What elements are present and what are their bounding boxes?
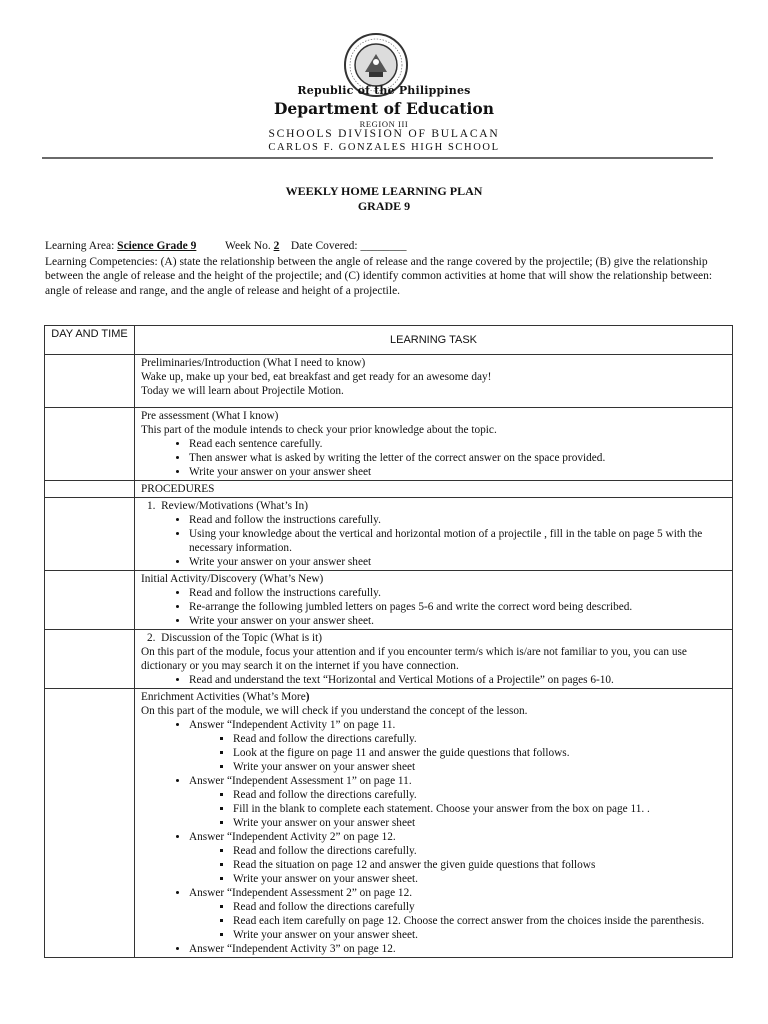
table-row [45, 481, 733, 498]
task-text: This part of the module intends to check your prior knowledge about the topic. [141, 424, 497, 436]
sub-list-item: ▪ Fill in the blank to complete each statement. Choose your answer from the box on page 11. . [233, 802, 726, 816]
sub-list-item: ▪ Read and follow the directions carefully. [233, 732, 726, 746]
sub-list-item: ▪ Look at the figure on page 11 and answer the guide questions that follows. [233, 746, 726, 760]
letterhead [0, 0, 768, 170]
sub-list-item: ▪ Write your answer on your answer sheet [233, 760, 726, 774]
sub-list-item: ▪ Write your answer on your answer sheet. [233, 928, 726, 942]
list-item: • Then answer what is asked by writing the letter of the correct answer on the space provided. [189, 451, 726, 465]
procedures-heading: PROCEDURES [135, 481, 733, 498]
task-text: On this part of the module, we will check if you understand the concept of the lesson. [141, 705, 528, 717]
week-value: 2 [273, 240, 280, 252]
task-cell-introduction [135, 355, 733, 408]
date-value: ________ [360, 240, 407, 252]
list-item: • Write your answer on your answer sheet [189, 465, 726, 479]
plan-meta [45, 240, 407, 252]
day-cell [45, 408, 135, 481]
department-name: Department of Education [273, 99, 495, 118]
task-label: Answer “Independent Assessment 1” on page 11. [189, 775, 412, 787]
section-title: Initial Activity/Discovery (What’s New) [141, 573, 324, 585]
day-cell [45, 689, 135, 958]
section-title: Preliminaries/Introduction (What I need to know) [141, 357, 366, 369]
table-row [45, 408, 733, 481]
list-item [189, 886, 726, 942]
sub-list-item: ▪ Read each item carefully on page 12. Choose the correct answer from the choices inside the parenthesis. [233, 914, 726, 928]
section-title: Pre assessment (What I know) [141, 410, 279, 422]
list-item: • Read and understand the text “Horizontal and Vertical Motions of a Projectile” on pages 6-10. [189, 673, 726, 687]
table-row [45, 571, 733, 630]
learning-plan-table [44, 325, 733, 958]
table-header-row [45, 326, 733, 355]
section-title [141, 499, 726, 513]
table-row [45, 630, 733, 689]
table-row [45, 498, 733, 571]
task-label: Answer “Independent Activity 3” on page 12. [189, 943, 396, 955]
list-item: • Using your knowledge about the vertical and horizontal motion of a projectile , fill in the table on page 5 with the necessary information. [189, 527, 726, 555]
task-cell-pre-assessment [135, 408, 733, 481]
date-label: Date Covered: [290, 240, 358, 252]
learning-task-header: LEARNING TASK [135, 326, 733, 355]
document-title: WEEKLY HOME LEARNING PLAN [285, 184, 483, 198]
learning-area-value: Science Grade 9 [117, 240, 197, 252]
document-subtitle: GRADE 9 [357, 199, 411, 213]
day-cell [45, 355, 135, 408]
day-cell [45, 630, 135, 689]
list-item: • Write your answer on your answer sheet [189, 555, 726, 569]
section-number: 2. [147, 632, 156, 644]
learning-area-label: Learning Area: [45, 240, 115, 252]
week-label: Week No. [225, 240, 271, 252]
section-title-text: Discussion of the Topic (What is it) [161, 632, 323, 644]
sub-list-item: ▪ Read and follow the directions carefully. [233, 788, 726, 802]
section-title-text: Review/Motivations (What’s In) [161, 500, 308, 512]
sub-list-item: ▪ Write your answer on your answer sheet. [233, 872, 726, 886]
task-text: On this part of the module, focus your attention and if you encounter term/s which is/are not familiar to you, you can use dictionary or you may search it on the internet if you have connection. [141, 646, 687, 672]
sub-list-item: ▪ Read and follow the directions carefully. [233, 844, 726, 858]
task-cell-review [135, 498, 733, 571]
task-text: Today we will learn about Projectile Motion. [141, 385, 344, 397]
learning-competencies: Learning Competencies: (A) state the relationship between the angle of release and the range covered by the projectile; (B) give the relationship between the angle of release and the height of the projectile; and (C) identify common activities at home that will show the relationship between: angle of release and range, and the angle of release and height of a projectile. [45, 256, 713, 297]
day-time-header: DAY AND TIME [45, 326, 135, 355]
list-item [189, 774, 726, 830]
list-item [189, 942, 726, 956]
list-item: • Write your answer on your answer sheet. [189, 614, 726, 628]
day-cell [45, 498, 135, 571]
region-line: REGION III [359, 119, 409, 129]
school-name: CARLOS F. GONZALES HIGH SCHOOL [268, 142, 500, 153]
section-number: 1. [147, 500, 156, 512]
list-item: • Re-arrange the following jumbled letters on pages 5-6 and write the correct word being described. [189, 600, 726, 614]
task-label: Answer “Independent Assessment 2” on page 12. [189, 887, 413, 899]
task-label: Answer “Independent Activity 1” on page 11. [189, 719, 396, 731]
section-title [141, 631, 726, 645]
list-item [189, 718, 726, 774]
sub-list-item: ▪ Read the situation on page 12 and answer the given guide questions that follows [233, 858, 726, 872]
table-row [45, 355, 733, 408]
table-row [45, 689, 733, 958]
section-title [141, 690, 726, 704]
list-item: • Read and follow the instructions carefully. [189, 513, 726, 527]
division-line: SCHOOLS DIVISION OF BULACAN [268, 128, 500, 140]
task-cell-initial-activity [135, 571, 733, 630]
task-cell-enrichment [135, 689, 733, 958]
day-cell [45, 481, 135, 498]
task-label: Answer “Independent Activity 2” on page 12. [189, 831, 396, 843]
list-item: • Read each sentence carefully. [189, 437, 726, 451]
day-cell [45, 571, 135, 630]
republic-line: Republic of the Philippines [297, 84, 471, 97]
section-title-text: Enrichment Activities (What’s More [141, 691, 306, 703]
sub-list-item: ▪ Read and follow the directions carefully [233, 900, 726, 914]
header-divider [42, 157, 713, 159]
sub-list-item: ▪ Write your answer on your answer sheet [233, 816, 726, 830]
list-item: • Read and follow the instructions carefully. [189, 586, 726, 600]
section-title-paren: ) [305, 691, 310, 703]
task-cell-discussion [135, 630, 733, 689]
list-item [189, 830, 726, 886]
task-text: Wake up, make up your bed, eat breakfast and get ready for an awesome day! [141, 371, 492, 383]
